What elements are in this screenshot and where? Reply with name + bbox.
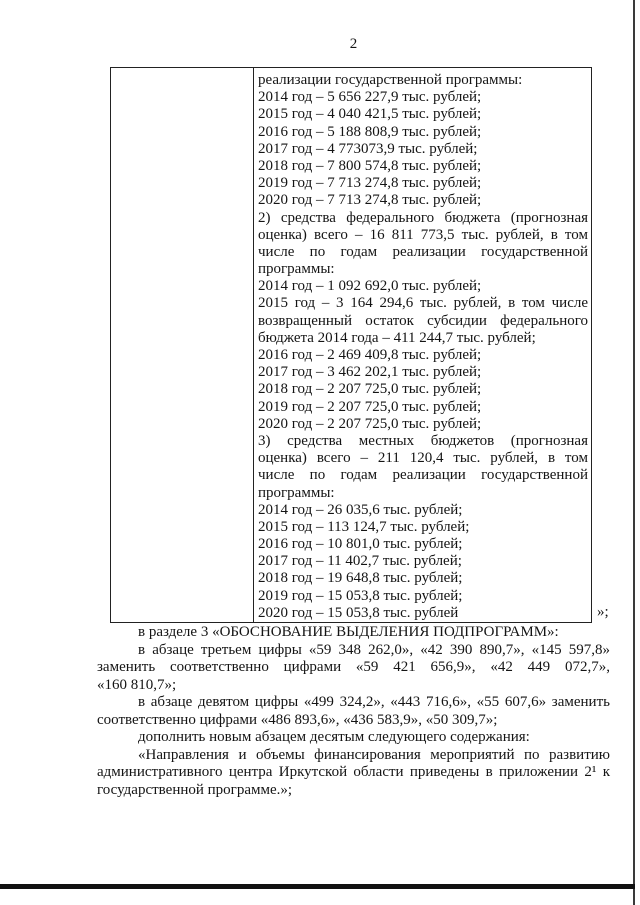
table-line: 2015 год – 4 040 421,5 тыс. рублей; xyxy=(258,106,482,123)
paragraph-line: в абзаце девятом цифры «499 324,2», «443 716,6», «55 607,6» заменить xyxy=(138,694,610,710)
funding-table-value-cell xyxy=(258,72,588,622)
table-line: бюджета 2014 года – 411 244,7 тыс. рублей; xyxy=(258,329,536,346)
table-line: 2018 год – 7 800 574,8 тыс. рублей; xyxy=(258,157,482,174)
paragraph-line: «Направления и объемы финансирования мероприятий по развитию xyxy=(138,746,610,763)
scan-edge-right xyxy=(633,0,635,905)
table-line: 2017 год – 11 402,7 тыс. рублей; xyxy=(258,553,462,570)
table-line: 2016 год – 2 469 409,8 тыс. рублей; xyxy=(258,347,482,363)
table-line: 3) средства местных бюджетов (прогнозная xyxy=(258,432,588,449)
paragraph-line: в разделе 3 «ОБОСНОВАНИЕ ВЫДЕЛЕНИЯ ПОДПРОГРАММ»: xyxy=(138,624,559,640)
funding-table-label-cell xyxy=(111,68,254,622)
table-line: 2020 год – 15 053,8 тыс. рублей xyxy=(258,604,459,621)
table-line: 2020 год – 7 713 274,8 тыс. рублей; xyxy=(258,192,482,209)
table-line: оценка) всего – 16 811 773,5 тыс. рублей, в том xyxy=(258,226,588,243)
scan-edge-bottom xyxy=(0,884,635,889)
table-line: 2019 год – 7 713 274,8 тыс. рублей; xyxy=(258,175,482,192)
table-line: 2) средства федерального бюджета (прогнозная xyxy=(258,209,588,226)
paragraph-line: в абзаце третьем цифры «59 348 262,0», «42 390 890,7», «145 597,8» xyxy=(138,641,610,658)
table-line: 2019 год – 2 207 725,0 тыс. рублей; xyxy=(258,398,482,415)
table-line: 2015 год – 113 124,7 тыс. рублей; xyxy=(258,518,470,535)
table-line: 2016 год – 5 188 808,9 тыс. рублей; xyxy=(258,123,482,140)
closing-quote-mark: »; xyxy=(597,604,609,620)
paragraph-line: административного центра Иркутской области приведены в приложении 2¹ к xyxy=(97,764,610,780)
table-line: 2014 год – 26 035,6 тыс. рублей; xyxy=(258,501,463,518)
table-line: 2015 год – 3 164 294,6 тыс. рублей, в том числе xyxy=(258,295,588,312)
table-line: 2018 год – 19 648,8 тыс. рублей; xyxy=(258,570,463,587)
table-line: числе по годам реализации государственной xyxy=(258,467,588,484)
table-line: реализации государственной программы: xyxy=(258,72,523,88)
amendment-text xyxy=(97,624,610,799)
table-line: 2020 год – 2 207 725,0 тыс. рублей; xyxy=(258,415,482,432)
table-line: 2014 год – 1 092 692,0 тыс. рублей; xyxy=(258,278,482,295)
paragraph-line: заменить соответственно цифрами «59 421 656,9», «42 449 072,7», xyxy=(97,659,610,675)
page-number: 2 xyxy=(349,36,358,52)
paragraph-line: «160 810,7»; xyxy=(97,676,177,693)
table-line: программы: xyxy=(258,484,335,501)
table-line: 2019 год – 15 053,8 тыс. рублей; xyxy=(258,587,463,604)
paragraph-line: дополнить новым абзацем десятым следующего содержания: xyxy=(138,729,530,745)
table-line: 2017 год – 3 462 202,1 тыс. рублей; xyxy=(258,364,482,381)
table-line: 2017 год – 4 773073,9 тыс. рублей; xyxy=(258,140,478,157)
table-line: программы: xyxy=(258,261,335,278)
table-line: 2014 год – 5 656 227,9 тыс. рублей; xyxy=(258,89,482,106)
table-line: 2018 год – 2 207 725,0 тыс. рублей; xyxy=(258,381,482,398)
funding-table xyxy=(110,67,592,623)
paragraph-line: соответственно цифрами «486 893,6», «436 583,9», «50 309,7»; xyxy=(97,711,498,728)
table-line: 2016 год – 10 801,0 тыс. рублей; xyxy=(258,536,463,553)
table-line: оценка) всего – 211 120,4 тыс. рублей, в том xyxy=(258,450,588,467)
table-line: числе по годам реализации государственной xyxy=(258,243,588,260)
table-line: возвращенный остаток субсидии федерального xyxy=(258,312,588,329)
paragraph-line: государственной программе.»; xyxy=(97,781,293,798)
